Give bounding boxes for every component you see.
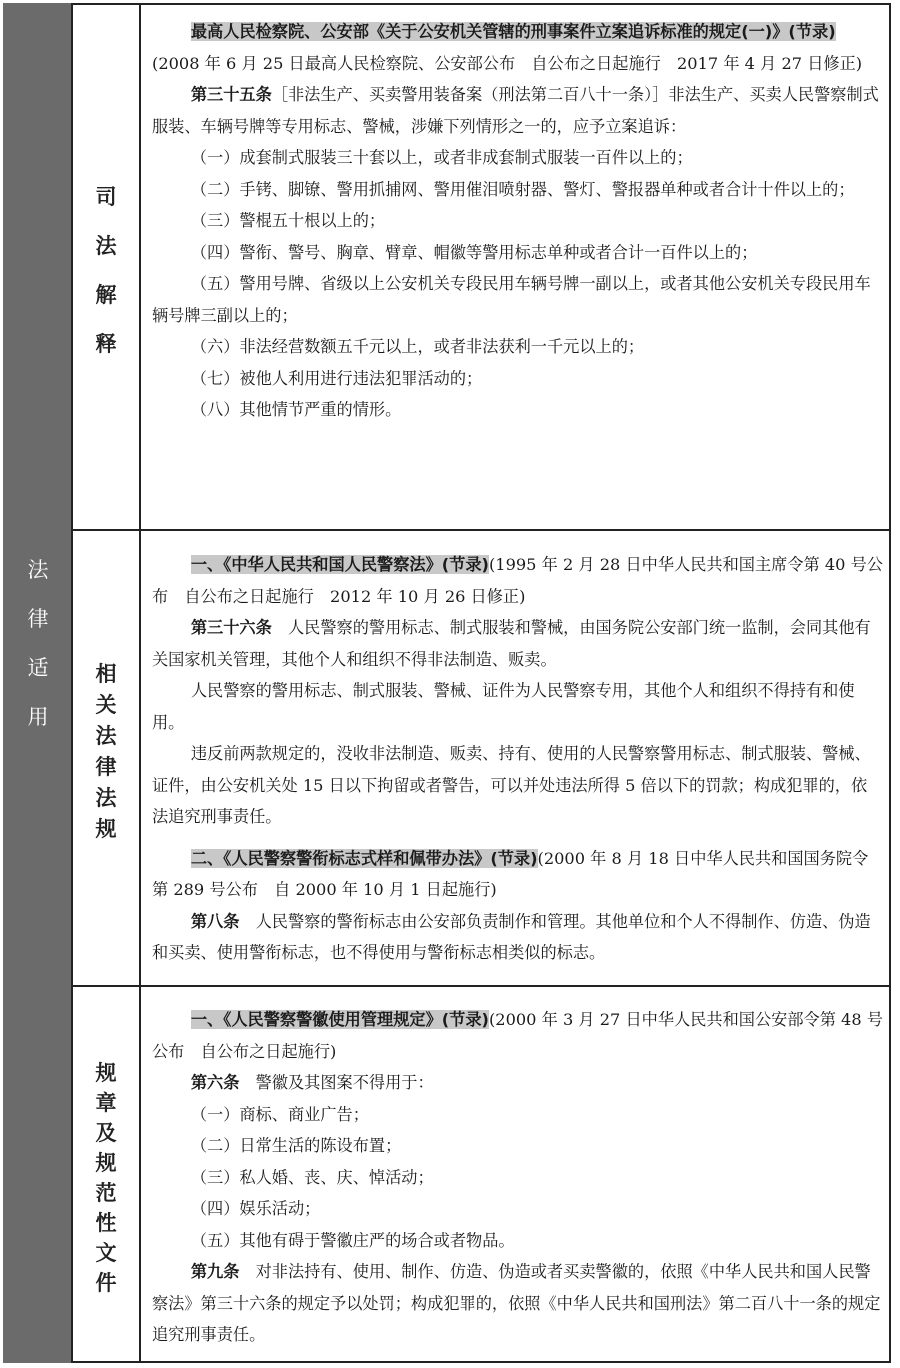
law1-heading: 一、《中华人民共和国人民警察法》(节录) [190,555,489,574]
judicial-heading: 最高人民检察院、公安部《关于公安机关管辖的刑事案件立案追诉标准的规定(一)》(节录) [190,22,836,41]
article-36-title: 第三十六条 [190,618,272,637]
category-label [3,546,73,742]
list-item: （三）警棍五十根以上的； [190,211,386,230]
article-8-title: 第八条 [190,911,240,931]
category-char: 法 [27,558,49,582]
section-label-related: 相 关 法 律 法 规 [73,531,141,985]
list-item: （五）警用号牌、省级以上公安机关专段民用车辆号牌一副以上，或者其他公安机关专段民用车辆号牌三副以上的； [152,274,871,325]
section-label-judicial: 司 法 解 释 [73,3,141,529]
article-36 [152,612,883,675]
rules-heading-para [152,1004,883,1067]
related-content [152,549,883,969]
list-item: （四）警衔、警号、胸章、臂章、帽徽等警用标志单种或者合计一百件以上的； [190,242,758,262]
article-36-body: 人民警察的警用标志、制式服装和警械，由国务院公安部门统一监制，会同其他有关国家机关管理，其他个人和组织不得非法制造、贩卖。 [152,618,871,669]
category-char: 律 [27,607,49,631]
rules-source: (2000 年 3 月 27 日中华人民共和国公安部令第 48 号公布 自公布之日起施行) [152,1010,883,1061]
section-label-rules: 规 章 及 规 范 性 文 件 [73,987,141,1363]
list-item: （四）娱乐活动； [190,1199,321,1218]
article-8-body: 人民警察的警衔标志由公安部负责制作和管理。其他单位和个人不得制作、仿造、伪造和买卖、使用警衔标志，也不得使用与警衔标志相类似的标志。 [152,911,871,962]
law2-heading: 二、《人民警察警衔标志式样和佩带办法》(节录) [190,848,538,868]
category-char: 适 [27,656,49,680]
article-8 [152,906,883,969]
list-item: （三）私人婚、丧、庆、悼活动； [190,1167,434,1187]
article-35 [152,79,883,142]
judicial-heading-para [152,16,883,79]
list-item: （二）日常生活的陈设布置； [190,1136,402,1155]
row-divider [73,985,891,987]
article-6 [152,1067,883,1099]
category-char: 用 [27,705,49,729]
list-item: （六）非法经营数额五千元以上，或者非法获利一千元以上的； [190,337,645,356]
row-divider [73,529,891,531]
law2-source: (2000 年 8 月 18 日中华人民共和国国务院令第 289 号公布 自 2000 年 10 月 1 日起施行) [152,848,869,899]
judicial-source: (2008 年 6 月 25 日最高人民检察院、公安部公布 自公布之日起施行 2017 年 4 月 27 日修正) [152,53,863,73]
paragraph: 人民警察的警用标志、制式服装、警械、证件为人民警察专用，其他个人和组织不得持有和使用。 [152,681,855,732]
rules-heading: 一、《人民警察警徽使用管理规定》(节录) [190,1010,489,1029]
article-6-body: 警徽及其图案不得用于： [255,1073,434,1092]
law2-heading-para [152,843,883,906]
article-9 [152,1256,883,1351]
law1-heading-para [152,549,883,612]
category-column [3,3,73,1363]
rules-content [152,1004,883,1351]
article-9-title: 第九条 [190,1262,240,1281]
article-35-body: ［非法生产、买卖警用装备案（刑法第二百八十一条）］非法生产、买卖人民警察制式服装、车辆号牌等专用标志、警械，涉嫌下列情形之一的，应予立案追诉： [152,85,879,136]
article-6-title: 第六条 [190,1073,240,1092]
list-item: （一）成套制式服装三十套以上，或者非成套制式服装一百件以上的； [190,148,693,167]
article-35-title: 第三十五条 [190,85,272,104]
list-item: （八）其他情节严重的情形。 [190,400,402,419]
article-9-body: 对非法持有、使用、制作、仿造、伪造或者买卖警徽的，依照《中华人民共和国人民警察法》第三十六条的规定予以处罚；构成犯罪的，依照《中华人民共和国刑法》第二百八十一条的规定追究刑事责任。 [152,1262,881,1344]
list-item: （七）被他人利用进行违法犯罪活动的； [190,368,483,388]
paragraph: 违反前两款规定的，没收非法制造、贩卖、持有、使用的人民警察警用标志、制式服装、警械、证件，由公安机关处 15 日以下拘留或者警告，可以并处违法所得 5 倍以下的罚款；构成犯罪的，依法追究刑事责任。 [152,744,871,826]
list-item: （一）商标、商业广告； [190,1104,369,1124]
judicial-content [152,16,883,426]
list-item: （二）手铐、脚镣、警用抓捕网、警用催泪喷射器、警灯、警报器单种或者合计十件以上的； [190,179,855,199]
list-item: （五）其他有碍于警徽庄严的场合或者物品。 [190,1230,515,1250]
law1-source: (1995 年 2 月 28 日中华人民共和国主席令第 40 号公布 自公布之日起施行 2012 年 10 月 26 日修正) [152,555,883,606]
